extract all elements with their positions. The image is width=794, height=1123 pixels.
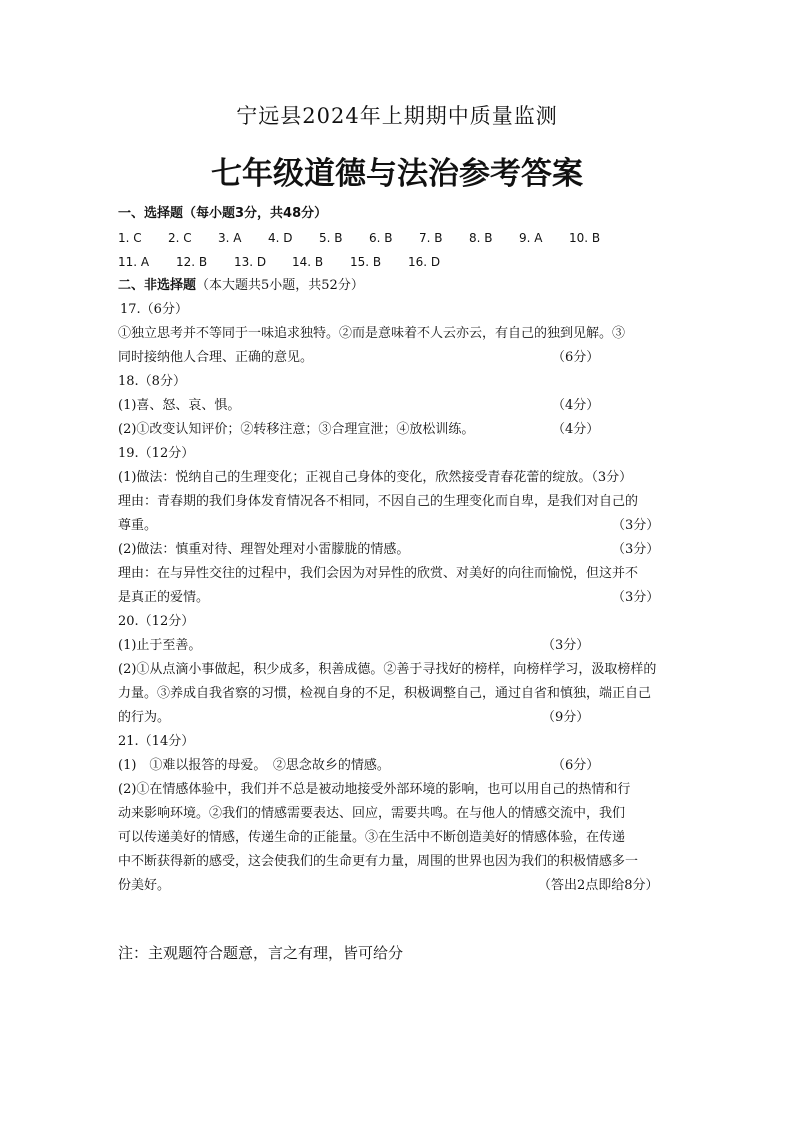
- q19-score-4: （3分）: [612, 542, 660, 557]
- q19-score-6: （3分）: [612, 590, 660, 605]
- q19-line-5: 理由：在与异性交往的过程中，我们会因为对异性的欣赏、对美好的向往而愉悦，但这并不: [118, 566, 639, 581]
- q20-line-3: 力量。③养成自我省察的习惯，检视自身的不足，积极调整自己，通过自省和慎独，端正自己: [118, 686, 652, 701]
- mc-answer: 11. A: [118, 255, 150, 269]
- mc-answer: 1. C: [118, 231, 142, 245]
- mc-answer: 14. B: [292, 255, 324, 269]
- q20-score-1: （3分）: [542, 638, 590, 653]
- q19-line-1: (1)做法：悦纳自己的生理变化；正视自己身体的变化，欣然接受青春花蕾的绽放。（3分）: [118, 470, 633, 485]
- part2-heading: [118, 274, 678, 298]
- q19-line-4: (2)做法：慎重对待、理智处理对小雷朦胧的情感。: [118, 542, 410, 557]
- q19-line-2: 理由：青春期的我们身体发育情况各不相同，不因自己的生理变化而自卑，是我们对自己的: [118, 494, 639, 509]
- q21-heading: 21.（14分）: [118, 734, 195, 749]
- q20-line-1: (1)止于至善。: [118, 638, 202, 653]
- q17-line-1: ①独立思考并不等同于一味追求独特。②而是意味着不人云亦云，有自己的独到见解。③: [118, 326, 626, 341]
- q21-line-1: (1) ①难以报答的母爱。 ②思念故乡的情感。: [118, 758, 390, 773]
- q21-score-1: （6分）: [552, 758, 600, 773]
- q21-line-2: (2)①在情感体验中，我们并不总是被动地接受外部环境的影响，也可以用自己的热情和行: [118, 782, 631, 797]
- q21-line-4: 可以传递美好的情感，传递生命的正能量。③在生活中不断创造美好的情感体验，在传递: [118, 830, 626, 845]
- q21-line-5: 中不断获得新的感受，这会使我们的生命更有力量，周围的世界也因为我们的积极情感多一: [118, 854, 639, 869]
- q19-heading: 19.（12分）: [118, 446, 195, 461]
- q20-score-4: （9分）: [542, 710, 590, 725]
- q17-heading: 17.（6分）: [120, 302, 188, 317]
- mc-answer: 2. C: [168, 231, 192, 245]
- part1-heading: 一、选择题（每小题3分，共48分）: [118, 206, 328, 221]
- mc-answer: 15. B: [350, 255, 382, 269]
- q20-line-4: 的行为。: [118, 710, 171, 725]
- q18-line-2: (2)①改变认知评价；②转移注意；③合理宣泄；④放松训练。: [118, 422, 475, 437]
- grading-note: 注：主观题符合题意，言之有理，皆可给分: [118, 944, 404, 962]
- q19-line-3: 尊重。: [118, 518, 158, 533]
- q20-heading: 20.（12分）: [118, 614, 195, 629]
- mc-answer: 4. D: [268, 231, 293, 245]
- mc-answer: 8. B: [469, 231, 493, 245]
- q20-line-2: (2)①从点滴小事做起，积少成多，积善成德。②善于寻找好的榜样，向榜样学习，汲取榜样的: [118, 662, 657, 677]
- q17-line-2: 同时接纳他人合理、正确的意见。: [118, 350, 314, 365]
- part2-heading-text: 二、非选择题: [118, 278, 197, 293]
- mc-answer: 16. D: [408, 255, 441, 269]
- q21-line-3: 动来影响环境。②我们的情感需要表达、回应，需要共鸣。在与他人的情感交流中，我们: [118, 806, 626, 821]
- mc-answer: 6. B: [369, 231, 393, 245]
- q18-heading: 18.（8分）: [118, 374, 186, 389]
- q18-score-1: （4分）: [552, 398, 600, 413]
- q19-line-6: 是真正的爱情。: [118, 590, 210, 605]
- document-subtitle: 七年级道德与法治参考答案: [211, 156, 583, 192]
- q18-score-2: （4分）: [552, 422, 600, 437]
- mc-answer: 13. D: [234, 255, 267, 269]
- q17-score: （6分）: [552, 350, 600, 365]
- document-title: 宁远县2024年上期期中质量监测: [236, 104, 558, 128]
- mc-answer: 3. A: [218, 231, 242, 245]
- mc-answer: 7. B: [419, 231, 443, 245]
- mc-answer: 10. B: [569, 231, 601, 245]
- mc-answer: 12. B: [176, 255, 208, 269]
- q21-score-6: （答出2点即给8分）: [538, 878, 659, 893]
- mc-answer: 9. A: [519, 231, 543, 245]
- q21-line-6: 份美好。: [118, 878, 171, 893]
- mc-answer: 5. B: [319, 231, 343, 245]
- part2-heading-note: （本大题共5小题，共52分）: [196, 278, 364, 293]
- q18-line-1: (1)喜、怒、哀、惧。: [118, 398, 241, 413]
- q19-score-3: （3分）: [612, 518, 660, 533]
